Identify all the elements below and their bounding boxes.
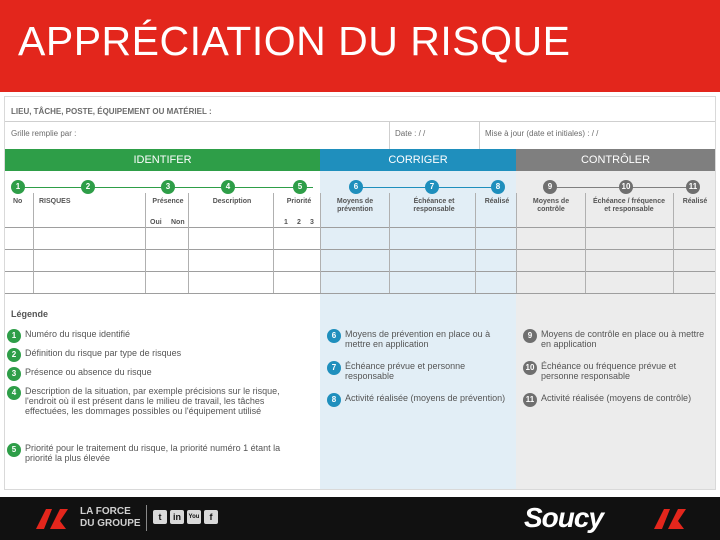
step-number-6: 6 bbox=[349, 180, 363, 194]
step-number-4: 4 bbox=[221, 180, 235, 194]
table-col-line bbox=[585, 193, 586, 293]
legend-number: 6 bbox=[327, 329, 341, 343]
legend-text: Échéance prévue et personne responsable bbox=[345, 361, 466, 381]
legend-item bbox=[7, 348, 295, 362]
legend-text: Activité réalisée (moyens de prévention) bbox=[345, 393, 506, 403]
table-col-line bbox=[33, 193, 34, 293]
legend-number: 10 bbox=[523, 361, 537, 375]
header-separator bbox=[389, 121, 390, 149]
section-identifier: IDENTIFER bbox=[5, 149, 320, 171]
legend-item bbox=[523, 393, 709, 407]
priority-2: 2 bbox=[297, 219, 301, 226]
legend-number: 8 bbox=[327, 393, 341, 407]
brand-logo: Soucy bbox=[524, 502, 604, 533]
legend-item bbox=[7, 367, 295, 381]
legend-title: Légende bbox=[11, 309, 49, 319]
column-moyens-prevention: Moyens de prévention bbox=[336, 198, 374, 213]
legend-text: Moyens de prévention en place ou à mettre en application bbox=[345, 329, 491, 349]
table-col-line bbox=[389, 193, 390, 293]
step-number-11: 11 bbox=[686, 180, 700, 194]
grille-label: Grille remplie par : bbox=[11, 129, 77, 138]
legend-number: 5 bbox=[7, 443, 21, 457]
twitter-icon[interactable]: t bbox=[153, 510, 167, 524]
footer bbox=[0, 497, 720, 540]
column-presence: Présence bbox=[152, 198, 184, 205]
legend-number: 9 bbox=[523, 329, 537, 343]
title-bar bbox=[0, 0, 720, 92]
legend-item bbox=[523, 329, 709, 349]
step-number-2: 2 bbox=[81, 180, 95, 194]
legend-number: 4 bbox=[7, 386, 21, 400]
step-number-3: 3 bbox=[161, 180, 175, 194]
table-col-line bbox=[516, 193, 517, 293]
risk-assessment-form bbox=[4, 96, 716, 490]
tagline bbox=[80, 506, 141, 530]
legend-number: 3 bbox=[7, 367, 21, 381]
legend-text: Description de la situation, par exemple précisions sur le risque, l'endroit où il est présent dans le milieu de travail, les tâches effectuées, les dommages possibles ou l'équipement utilisé bbox=[25, 386, 280, 416]
step-number-9: 9 bbox=[543, 180, 557, 194]
section-corriger: CORRIGER bbox=[320, 149, 516, 171]
step-number-10: 10 bbox=[619, 180, 633, 194]
step-number-5: 5 bbox=[293, 180, 307, 194]
priority-3: 3 bbox=[310, 219, 314, 226]
legend-text: Échéance ou fréquence prévue et personne responsable bbox=[541, 361, 677, 381]
legend-number: 2 bbox=[7, 348, 21, 362]
section-controler: CONTRÔLER bbox=[516, 149, 715, 171]
legend-item bbox=[327, 329, 509, 349]
legend-number: 1 bbox=[7, 329, 21, 343]
legend-number: 11 bbox=[523, 393, 537, 407]
table-row-line bbox=[5, 227, 715, 228]
step-number-7: 7 bbox=[425, 180, 439, 194]
legend-text: Activité réalisée (moyens de contrôle) bbox=[541, 393, 692, 403]
legend-number: 7 bbox=[327, 361, 341, 375]
facebook-icon[interactable]: f bbox=[204, 510, 218, 524]
legend-text: Définition du risque par type de risques bbox=[25, 348, 182, 358]
table-col-line bbox=[475, 193, 476, 293]
table-row-line bbox=[5, 249, 715, 250]
header-separator bbox=[479, 121, 480, 149]
column-no: No bbox=[13, 198, 23, 205]
legend-text: Numéro du risque identifié bbox=[25, 329, 131, 339]
table-col-line bbox=[673, 193, 674, 293]
column-priorite: Priorité bbox=[286, 198, 312, 205]
table-col-line bbox=[320, 193, 321, 293]
tagline-line-2: DU GROUPE bbox=[80, 518, 141, 529]
header-divider bbox=[5, 121, 715, 122]
step-number-1: 1 bbox=[11, 180, 25, 194]
column-realise-controle: Réalisé bbox=[682, 198, 708, 205]
page-title: APPRÉCIATION DU RISQUE bbox=[18, 18, 571, 64]
linkedin-icon[interactable]: in bbox=[170, 510, 184, 524]
lieu-label: LIEU, TÂCHE, POSTE, ÉQUIPEMENT OU MATÉRIEL : bbox=[11, 107, 212, 116]
youtube-icon[interactable]: You bbox=[187, 510, 201, 524]
table-col-line bbox=[188, 193, 189, 293]
legend-item bbox=[7, 329, 295, 343]
legend-text: Priorité pour le traitement du risque, la priorité numéro 1 étant la priorité la plus élevée bbox=[25, 443, 281, 463]
legend-item bbox=[327, 393, 509, 407]
presence-non: Non bbox=[171, 219, 185, 226]
group-logo-icon bbox=[36, 507, 76, 531]
date-label: Date : / / bbox=[395, 129, 426, 138]
brand-mark-icon bbox=[654, 507, 690, 531]
presence-oui: Oui bbox=[150, 219, 162, 226]
priority-1: 1 bbox=[284, 219, 288, 226]
table-row-line bbox=[5, 293, 715, 294]
column-moyens-controle: Moyens de contrôle bbox=[532, 198, 570, 213]
legend-item bbox=[523, 361, 709, 381]
legend-text: Moyens de contrôle en place ou à mettre en application bbox=[541, 329, 705, 349]
table-col-line bbox=[145, 193, 146, 293]
step-number-8: 8 bbox=[491, 180, 505, 194]
footer-divider bbox=[146, 505, 147, 531]
tagline-line-1: LA FORCE bbox=[80, 506, 131, 517]
column-realise-prevention: Réalisé bbox=[484, 198, 510, 205]
table-col-line bbox=[273, 193, 274, 293]
column-echeance-frequence: Échéance / fréquence et responsable bbox=[593, 198, 665, 213]
legend-item bbox=[7, 443, 295, 463]
table-row-line bbox=[5, 271, 715, 272]
column-echeance-responsable: Échéance et responsable bbox=[413, 198, 455, 213]
legend-item bbox=[7, 386, 295, 416]
update-label: Mise à jour (date et initiales) : / / bbox=[485, 129, 599, 138]
legend-item bbox=[327, 361, 509, 381]
column-risques: RISQUES bbox=[39, 198, 71, 205]
column-description: Description bbox=[212, 198, 252, 205]
legend-text: Présence ou absence du risque bbox=[25, 367, 152, 377]
